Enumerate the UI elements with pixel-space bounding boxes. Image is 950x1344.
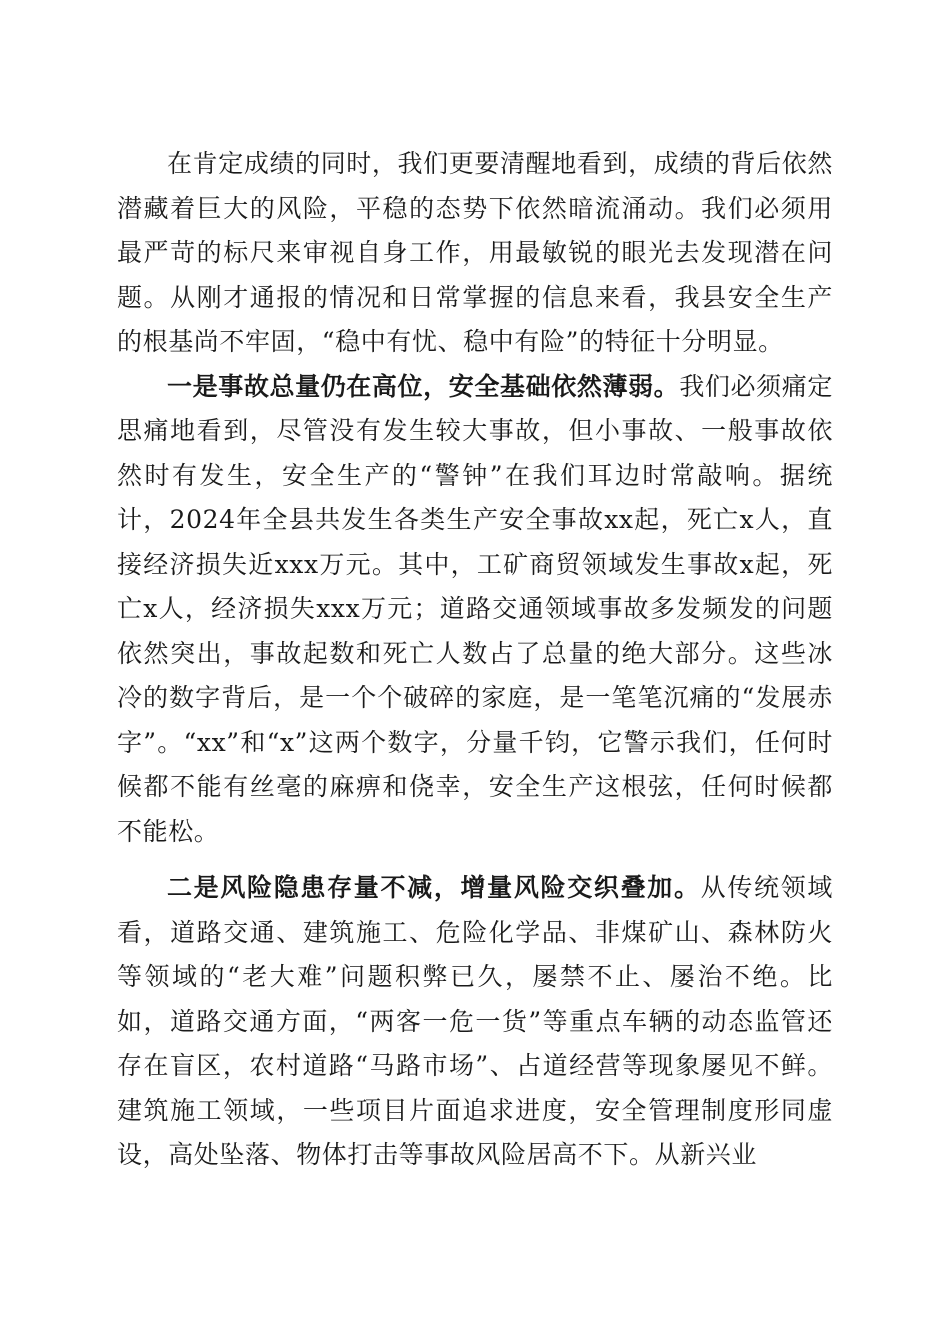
paragraph-lead: 一是事故总量仍在高位，安全基础依然薄弱。	[167, 371, 680, 401]
document-body	[117, 142, 833, 1178]
paragraph-text: 我们必须痛定思痛地看到，尽管没有发生较大事故，但小事故、一般事故依然时有发生，安全生产的“警钟”在我们耳边时常敲响。据统计，2024年全县共发生各类生产安全事故xx起，死亡x人，直接经济损失近xxx万元。其中，工矿商贸领域发生事故x起，死亡x人，经济损失xxx万元；道路交通领域事故多发频发的问题依然突出，事故起数和死亡人数占了总量的绝大部分。这些冰冷的数字背后，是一个个破碎的家庭，是一笔笔沉痛的“发展赤字”。“xx”和“x”这两个数字，分量千钧，它警示我们，任何时候都不能有丝毫的麻痹和侥幸，安全生产这根弦，任何时候都不能松。	[117, 371, 833, 846]
paragraph-point-one	[117, 365, 833, 855]
paragraph-intro	[117, 142, 833, 365]
paragraph-point-two	[117, 866, 833, 1178]
paragraph-lead: 二是风险隐患存量不减，增量风险交织叠加。	[167, 873, 701, 902]
paragraph-text: 从传统领域看，道路交通、建筑施工、危险化学品、非煤矿山、森林防火等领域的“老大难”问题积弊已久，屡禁不止、屡治不绝。比如，道路交通方面，“两客一危一货”等重点车辆的动态监管还存在盲区，农村道路“马路市场”、占道经营等现象屡见不鲜。建筑施工领域，一些项目片面追求进度，安全管理制度形同虚设，高处坠落、物体打击等事故风险居高不下。从新兴业	[117, 873, 833, 1169]
paragraph-text: 在肯定成绩的同时，我们更要清醒地看到，成绩的背后依然潜藏着巨大的风险，平稳的态势下依然暗流涌动。我们必须用最严苛的标尺来审视自身工作，用最敏锐的眼光去发现潜在问题。从刚才通报的情况和日常掌握的信息来看，我县安全生产的根基尚不牢固，“稳中有忧、稳中有险”的特征十分明显。	[117, 149, 833, 356]
